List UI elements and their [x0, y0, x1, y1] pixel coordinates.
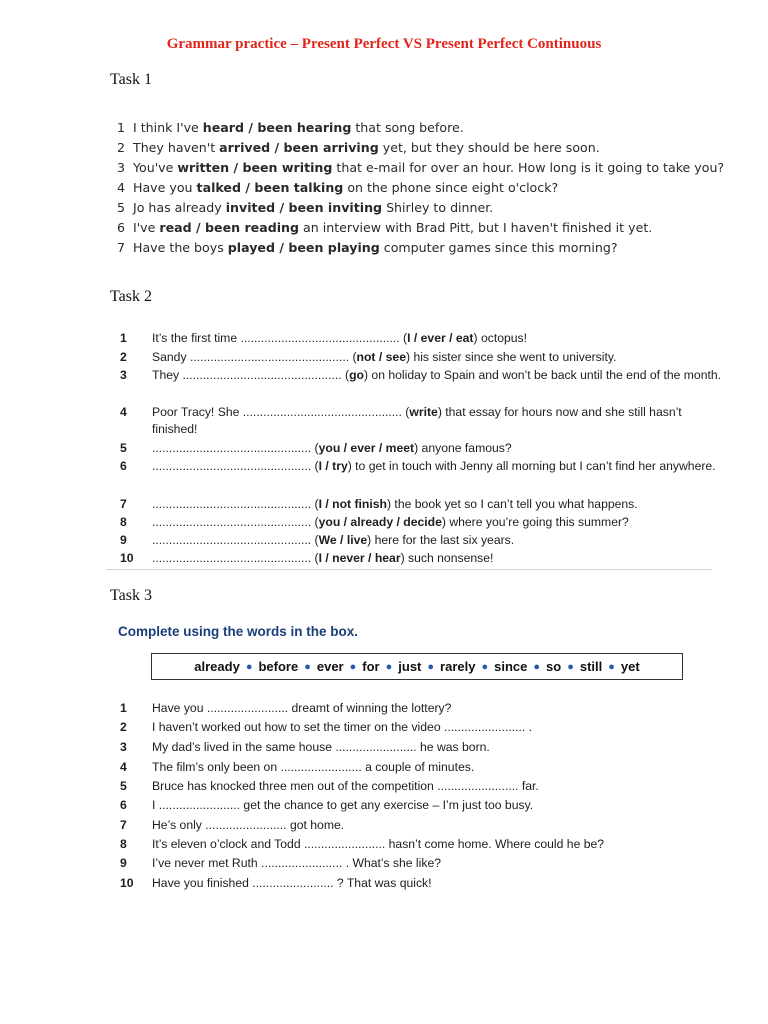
item-number: 7 — [120, 818, 127, 832]
item-prompt: go — [349, 368, 364, 382]
item-number: 10 — [120, 551, 134, 565]
item-choice: played / been playing — [227, 240, 380, 255]
bullet-icon: ● — [481, 660, 489, 673]
item-text: yet, but they should be here soon. — [378, 140, 600, 155]
item-prompt: I / never / hear — [318, 551, 401, 565]
item-number: 3 — [120, 740, 127, 754]
item-text: I’ve never met Ruth ........................ . What’s she like? — [152, 856, 441, 870]
bullet-icon: ● — [245, 660, 253, 673]
item-text: ) octopus! — [473, 331, 528, 345]
item-text: Jo has already — [133, 200, 226, 215]
item-number: 6 — [120, 798, 127, 812]
word-box-word: since — [494, 659, 528, 674]
item-prompt: not / see — [356, 350, 406, 364]
item-text: The film’s only been on ........................ a couple of minutes. — [152, 760, 475, 774]
item-text: ) to get in touch with Jenny all morning but I can’t find her anywhere. — [347, 459, 716, 473]
item-text: ............................................... ( — [152, 515, 319, 529]
task1-heading: Task 1 — [110, 71, 152, 88]
item-text: ) anyone famous? — [414, 441, 512, 455]
bullet-icon: ● — [385, 660, 393, 673]
item-choice: read / been reading — [159, 220, 300, 235]
item-text: I ........................ get the chance to get any exercise – I’m just too busy. — [152, 798, 534, 812]
item-number: 6 — [120, 459, 127, 473]
item-choice: arrived / been arriving — [219, 140, 379, 155]
item-text: computer games since this morning? — [379, 240, 618, 255]
word-box-word: still — [579, 659, 603, 674]
item-text: It’s the first time ............................................... ( — [152, 331, 408, 345]
word-box-word: so — [546, 659, 562, 674]
item-text: Have the boys — [133, 240, 228, 255]
item-number: 7 — [120, 497, 127, 511]
word-box-word: before — [258, 659, 299, 674]
item-number: 8 — [120, 515, 127, 529]
word-box-word: already — [194, 659, 240, 674]
item-text: They ............................................... ( — [152, 368, 350, 382]
item-choice: talked / been talking — [196, 180, 344, 195]
bullet-icon: ● — [304, 660, 311, 673]
item-number: 1 — [120, 701, 127, 715]
item-number: 5 — [120, 779, 127, 793]
word-box-word: ever — [316, 659, 344, 674]
item-number: 7 — [117, 240, 126, 255]
task3-instruction: Complete using the words in the box. — [118, 624, 359, 639]
task1-item — [117, 140, 600, 155]
item-text: They haven't — [133, 140, 220, 155]
item-prompt: write — [409, 405, 438, 419]
item-text: ............................................... ( — [152, 533, 319, 547]
item-text: Have you finished ........................ ? That was quick! — [152, 876, 432, 890]
item-number: 2 — [117, 140, 126, 155]
item-prompt: I / try — [318, 459, 348, 473]
item-text: He’s only ........................ got home. — [152, 818, 345, 832]
item-text: I haven’t worked out how to set the timer on the video ........................ . — [152, 720, 533, 734]
item-number: 3 — [120, 368, 127, 382]
item-text: Have you — [133, 180, 197, 195]
item-text: ) his sister since she went to university. — [406, 350, 617, 364]
item-number: 5 — [120, 441, 127, 455]
item-text: an interview with Brad Pitt, but I haven't finished it yet. — [299, 220, 653, 235]
section-divider — [106, 569, 712, 570]
item-number: 4 — [120, 405, 127, 419]
item-text: Poor Tracy! She ............................................... ( — [152, 405, 410, 419]
item-choice: heard / been hearing — [202, 120, 352, 135]
item-number: 4 — [117, 180, 126, 195]
task3-heading: Task 3 — [110, 587, 152, 604]
item-prompt: you / ever / meet — [318, 441, 415, 455]
item-number: 1 — [120, 331, 127, 345]
item-text: Sandy ............................................... ( — [152, 350, 357, 364]
task1-item — [117, 220, 652, 235]
item-number: 3 — [117, 160, 126, 175]
item-text: ) on holiday to Spain and won’t be back until the end of the month. — [363, 368, 722, 382]
task2-heading: Task 2 — [110, 288, 152, 305]
item-number: 9 — [120, 856, 127, 870]
item-number: 1 — [117, 120, 126, 135]
item-prompt: you / already / decide — [318, 515, 442, 529]
item-text: ) the book yet so I can’t tell you what happens. — [386, 497, 638, 511]
item-text: It’s eleven o’clock and Todd ........................ hasn’t come home. Where could he be? — [152, 837, 605, 851]
item-number: 6 — [117, 220, 126, 235]
word-box-word: rarely — [440, 659, 476, 674]
bullet-icon: ● — [608, 660, 615, 673]
task1-item — [117, 120, 464, 135]
item-text: ............................................... ( — [152, 459, 319, 473]
bullet-icon: ● — [349, 660, 357, 673]
task1-item — [117, 160, 724, 175]
item-prompt: I / not finish — [318, 497, 387, 511]
item-choice: written / been writing — [177, 160, 333, 175]
task1-item — [117, 180, 558, 195]
word-box-word: for — [362, 659, 380, 674]
item-number: 8 — [120, 837, 127, 851]
item-text: I've — [133, 220, 160, 235]
item-text: that song before. — [351, 120, 464, 135]
item-text: I think I've — [133, 120, 203, 135]
item-text: that e-mail for over an hour. How long is it going to take you? — [332, 160, 725, 175]
item-text: ............................................... ( — [152, 497, 319, 511]
word-box-word: yet — [620, 659, 640, 674]
word-box — [151, 653, 683, 680]
item-text: ) such nonsense! — [400, 551, 494, 565]
item-text: ) that essay for hours now and she still hasn’t finished! — [152, 405, 682, 436]
item-text: ............................................... ( — [152, 551, 319, 565]
task1-item — [117, 200, 493, 215]
item-text: My dad’s lived in the same house ........................ he was born. — [152, 740, 490, 754]
item-number: 2 — [120, 720, 127, 734]
item-text: Shirley to dinner. — [382, 200, 494, 215]
bullet-icon: ● — [427, 660, 435, 673]
bullet-icon: ● — [533, 660, 541, 673]
item-number: 4 — [120, 760, 127, 774]
item-prompt: We / live — [318, 533, 368, 547]
item-number: 2 — [120, 350, 127, 364]
item-text: You've — [133, 160, 178, 175]
word-box-word: just — [398, 659, 422, 674]
item-text: Have you ........................ dreamt of winning the lottery? — [152, 701, 452, 715]
item-text: ............................................... ( — [152, 441, 319, 455]
item-text: ) here for the last six years. — [367, 533, 515, 547]
page-title: Grammar practice – Present Perfect VS Present Perfect Continuous — [166, 36, 602, 52]
item-choice: invited / been inviting — [225, 200, 383, 215]
item-text: ) where you’re going this summer? — [441, 515, 629, 529]
item-number: 10 — [120, 876, 134, 890]
item-text: on the phone since eight o'clock? — [343, 180, 559, 195]
task1-item — [117, 240, 618, 255]
item-number: 9 — [120, 533, 127, 547]
item-number: 5 — [117, 200, 126, 215]
item-prompt: I / ever / eat — [407, 331, 474, 345]
item-text: Bruce has knocked three men out of the competition ........................ far. — [152, 779, 539, 793]
bullet-icon: ● — [567, 660, 574, 673]
